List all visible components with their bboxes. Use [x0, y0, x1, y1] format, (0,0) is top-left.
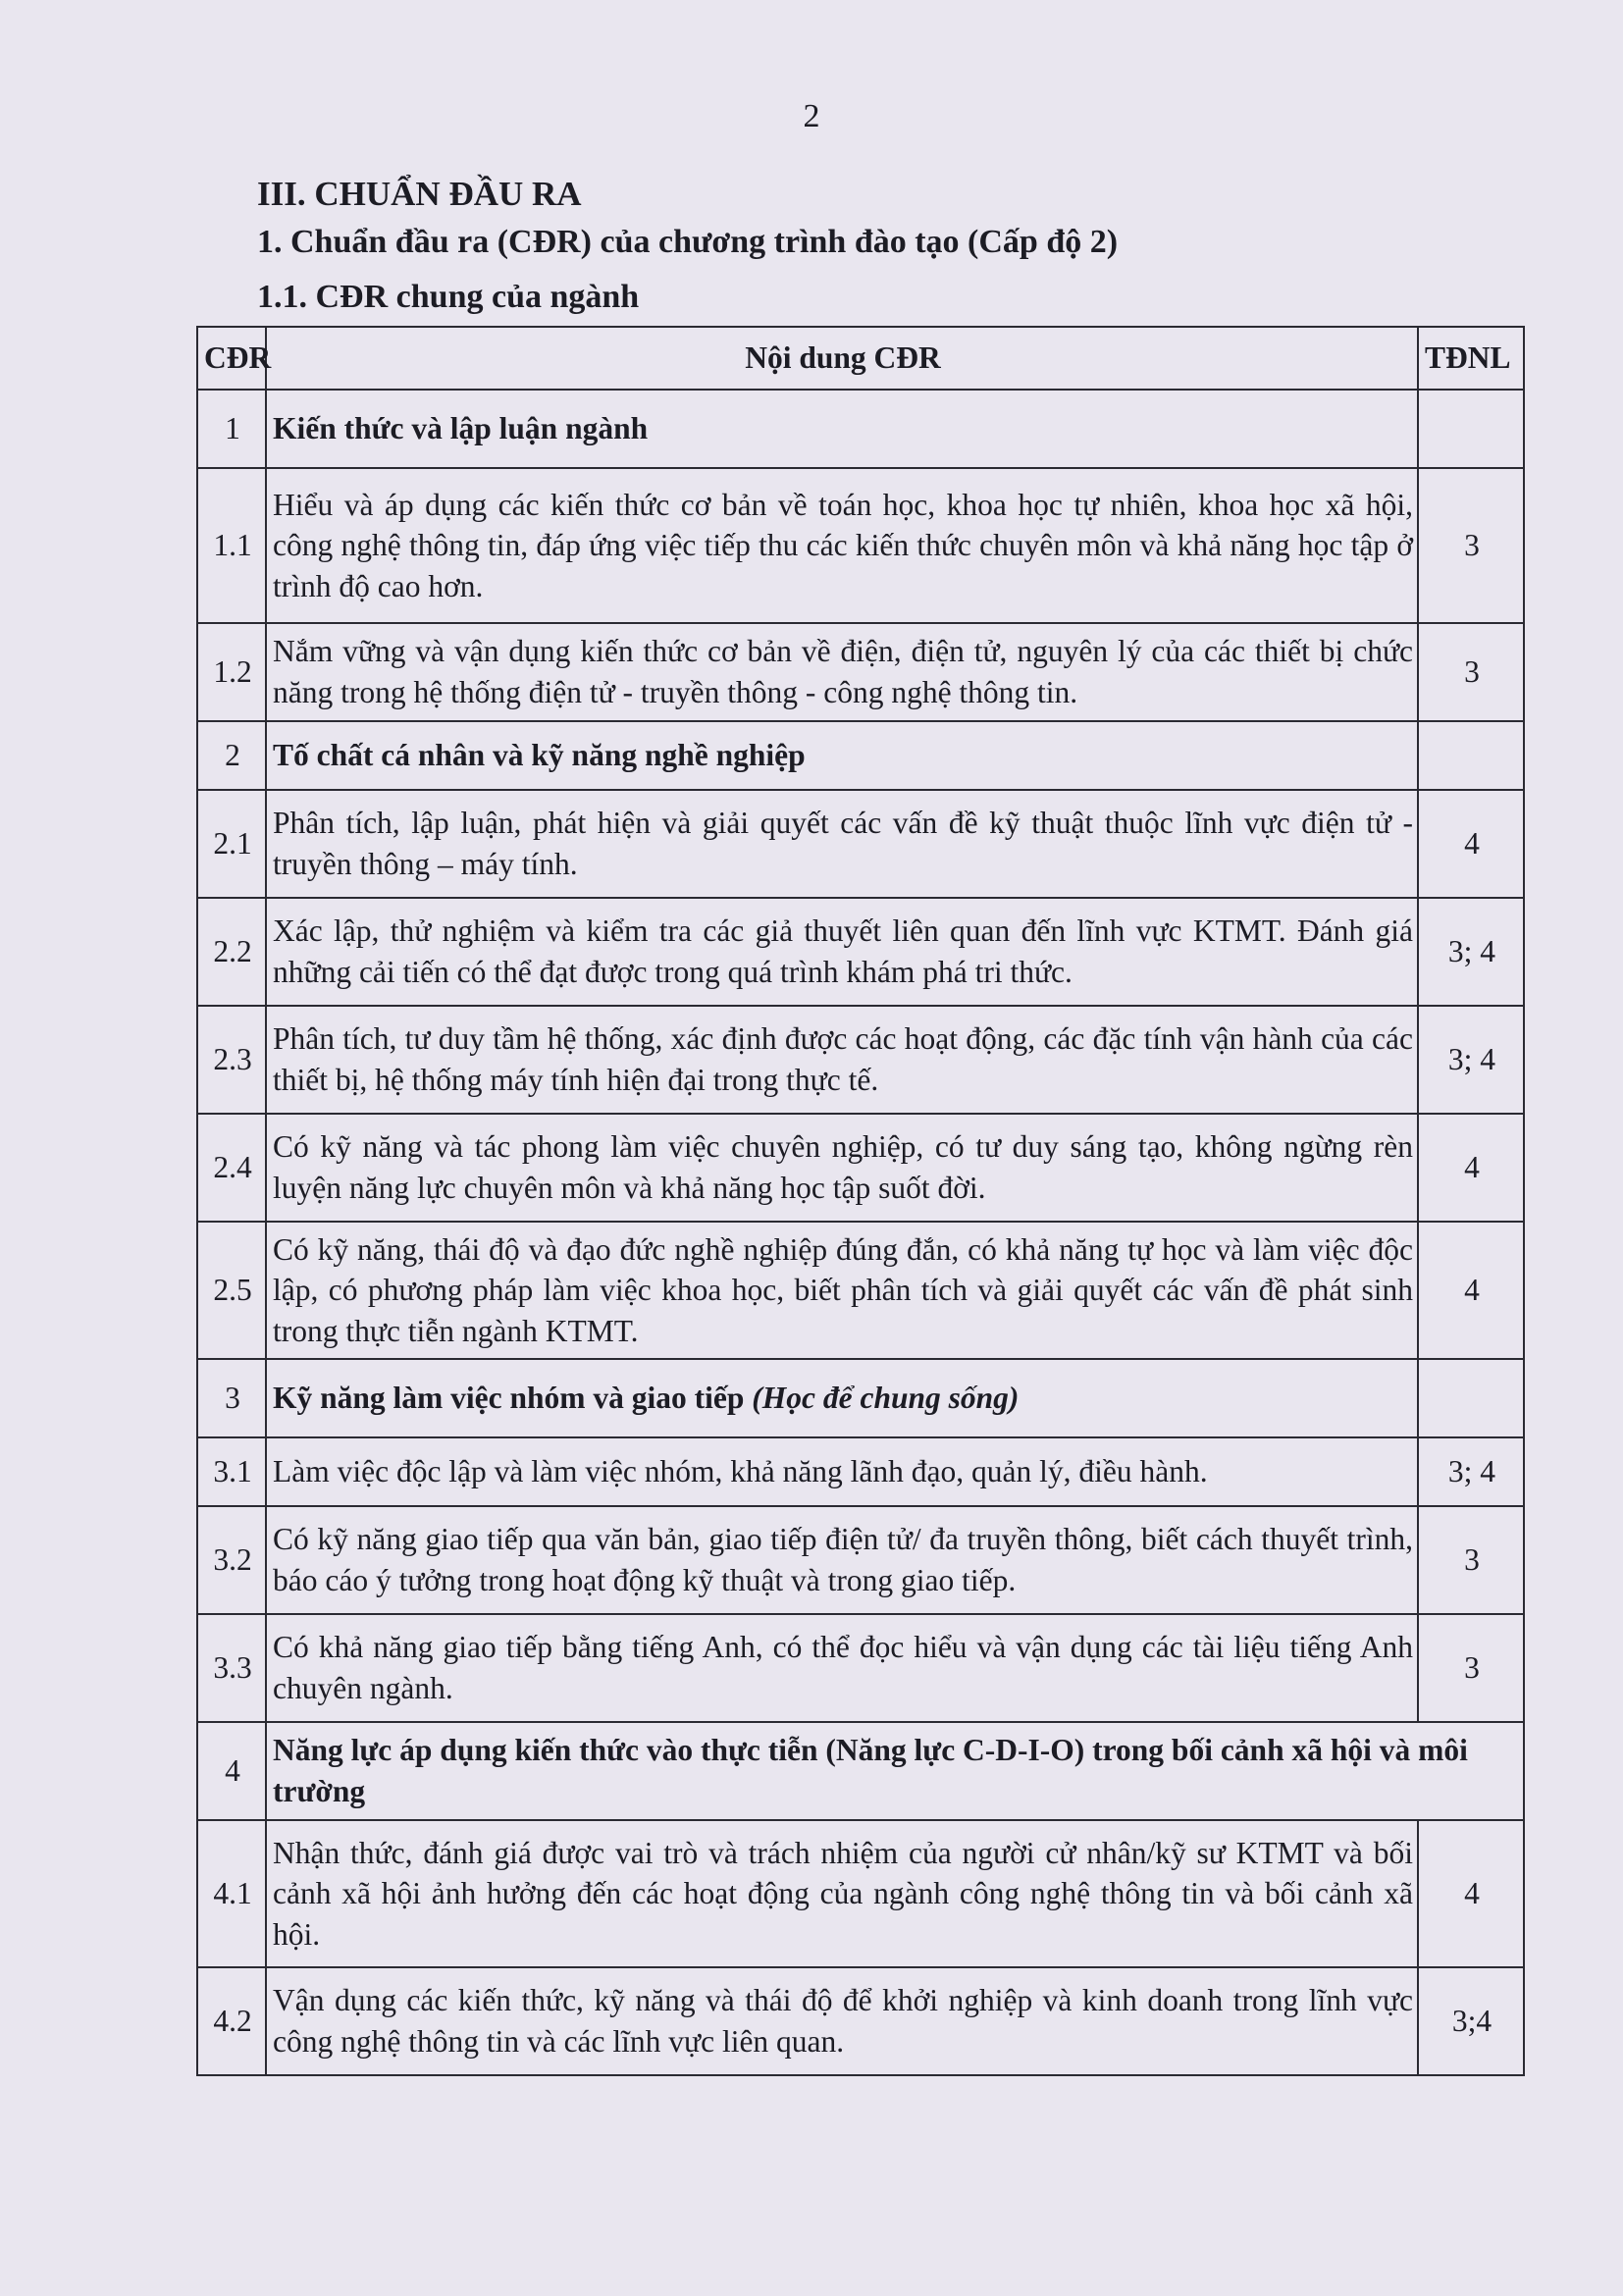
row-code: 2.3	[197, 1006, 266, 1114]
table-row	[197, 1006, 1524, 1114]
subsubsection-heading: 1.1. CĐR chung của ngành	[257, 279, 640, 315]
row-content: Hiểu và áp dụng các kiến thức cơ bản về toán học, khoa học tự nhiên, khoa học xã hội, công nghệ thông tin, đáp ứng việc tiếp thu các kiến thức chuyên môn và khả năng học tập ở trình độ cao hơn.	[266, 468, 1418, 623]
row-level: 4	[1418, 1114, 1524, 1222]
group-title: Năng lực áp dụng kiến thức vào thực tiễn (Năng lực C-D-I-O) trong bối cảnh xã hội và môi trường	[266, 1722, 1524, 1820]
row-code: 2.4	[197, 1114, 266, 1222]
row-code: 3.2	[197, 1506, 266, 1614]
row-code: 4.2	[197, 1967, 266, 2075]
row-level: 3	[1418, 468, 1524, 623]
table-row	[197, 1614, 1524, 1722]
row-content: Phân tích, lập luận, phát hiện và giải quyết các vấn đề kỹ thuật thuộc lĩnh vực điện tử - truyền thông – máy tính.	[266, 790, 1418, 898]
row-level: 3	[1418, 1506, 1524, 1614]
row-level	[1418, 1359, 1524, 1437]
table-row	[197, 1359, 1524, 1437]
row-code: 3	[197, 1359, 266, 1437]
table-row	[197, 1967, 1524, 2075]
table-header-row	[197, 327, 1524, 390]
row-code: 3.3	[197, 1614, 266, 1722]
row-level: 4	[1418, 1222, 1524, 1359]
header-content: Nội dung CĐR	[266, 327, 1418, 390]
row-content: Nắm vững và vận dụng kiến thức cơ bản về điện, điện tử, nguyên lý của các thiết bị chức năng trong hệ thống điện tử - truyền thông - công nghệ thông tin.	[266, 623, 1418, 721]
row-code: 2.2	[197, 898, 266, 1006]
row-code: 1.1	[197, 468, 266, 623]
group-title: Kiến thức và lập luận ngành	[266, 390, 1418, 468]
row-code: 4.1	[197, 1820, 266, 1967]
page-number: 2	[803, 98, 820, 134]
table-row	[197, 1222, 1524, 1359]
subsection-heading: 1. Chuẩn đầu ra (CĐR) của chương trình đào tạo (Cấp độ 2)	[257, 224, 1119, 260]
row-content: Xác lập, thử nghiệm và kiểm tra các giả thuyết liên quan đến lĩnh vực KTMT. Đánh giá những cải tiến có thể đạt được trong quá trình khám phá tri thức.	[266, 898, 1418, 1006]
group-title: Tố chất cá nhân và kỹ năng nghề nghiệp	[266, 721, 1418, 790]
group-title	[266, 1359, 1418, 1437]
outcomes-table	[196, 326, 1525, 2076]
row-level: 4	[1418, 1820, 1524, 1967]
section-heading: III. CHUẨN ĐẦU RA	[257, 175, 582, 213]
row-code: 2	[197, 721, 266, 790]
group-title-main: Kỹ năng làm việc nhóm và giao tiếp	[273, 1381, 745, 1416]
row-level	[1418, 721, 1524, 790]
table-row	[197, 1506, 1524, 1614]
header-code: CĐR	[197, 327, 266, 390]
table-row	[197, 1722, 1524, 1820]
row-content: Vận dụng các kiến thức, kỹ năng và thái độ để khởi nghiệp và kinh doanh trong lĩnh vực công nghệ thông tin và các lĩnh vực liên quan.	[266, 1967, 1418, 2075]
row-content: Có kỹ năng giao tiếp qua văn bản, giao tiếp điện tử/ đa truyền thông, biết cách thuyết trình, báo cáo ý tưởng trong hoạt động kỹ thuật và trong giao tiếp.	[266, 1506, 1418, 1614]
row-content: Có kỹ năng, thái độ và đạo đức nghề nghiệp đúng đắn, có khả năng tự học và làm việc độc lập, có phương pháp làm việc khoa học, biết phân tích và giải quyết các vấn đề phát sinh trong thực tiễn ngành KTMT.	[266, 1222, 1418, 1359]
row-content: Phân tích, tư duy tầm hệ thống, xác định được các hoạt động, các đặc tính vận hành của các thiết bị, hệ thống máy tính hiện đại trong thực tế.	[266, 1006, 1418, 1114]
table-row	[197, 1114, 1524, 1222]
row-code: 3.1	[197, 1437, 266, 1506]
row-level: 3; 4	[1418, 1437, 1524, 1506]
table-row	[197, 721, 1524, 790]
table-row	[197, 468, 1524, 623]
table-row	[197, 790, 1524, 898]
row-level: 3;4	[1418, 1967, 1524, 2075]
table-row	[197, 1820, 1524, 1967]
group-title-italic: (Học để chung sống)	[752, 1381, 1020, 1416]
row-level: 3	[1418, 1614, 1524, 1722]
table-row	[197, 623, 1524, 721]
header-level: TĐNL	[1418, 327, 1524, 390]
row-content: Có kỹ năng và tác phong làm việc chuyên nghiệp, có tư duy sáng tạo, không ngừng rèn luyện năng lực chuyên môn và khả năng học tập suốt đời.	[266, 1114, 1418, 1222]
table-row	[197, 1437, 1524, 1506]
row-content: Làm việc độc lập và làm việc nhóm, khả năng lãnh đạo, quản lý, điều hành.	[266, 1437, 1418, 1506]
row-content: Có khả năng giao tiếp bằng tiếng Anh, có thể đọc hiểu và vận dụng các tài liệu tiếng Anh chuyên ngành.	[266, 1614, 1418, 1722]
row-code: 1.2	[197, 623, 266, 721]
row-content: Nhận thức, đánh giá được vai trò và trách nhiệm của người cử nhân/kỹ sư KTMT và bối cảnh xã hội ảnh hưởng đến các hoạt động của ngành công nghệ thông tin và bối cảnh xã hội.	[266, 1820, 1418, 1967]
table-row	[197, 390, 1524, 468]
row-level: 3; 4	[1418, 898, 1524, 1006]
row-level: 3	[1418, 623, 1524, 721]
row-code: 2.1	[197, 790, 266, 898]
table-row	[197, 898, 1524, 1006]
row-level: 4	[1418, 790, 1524, 898]
row-code: 2.5	[197, 1222, 266, 1359]
row-code: 4	[197, 1722, 266, 1820]
row-code: 1	[197, 390, 266, 468]
row-level	[1418, 390, 1524, 468]
row-level: 3; 4	[1418, 1006, 1524, 1114]
